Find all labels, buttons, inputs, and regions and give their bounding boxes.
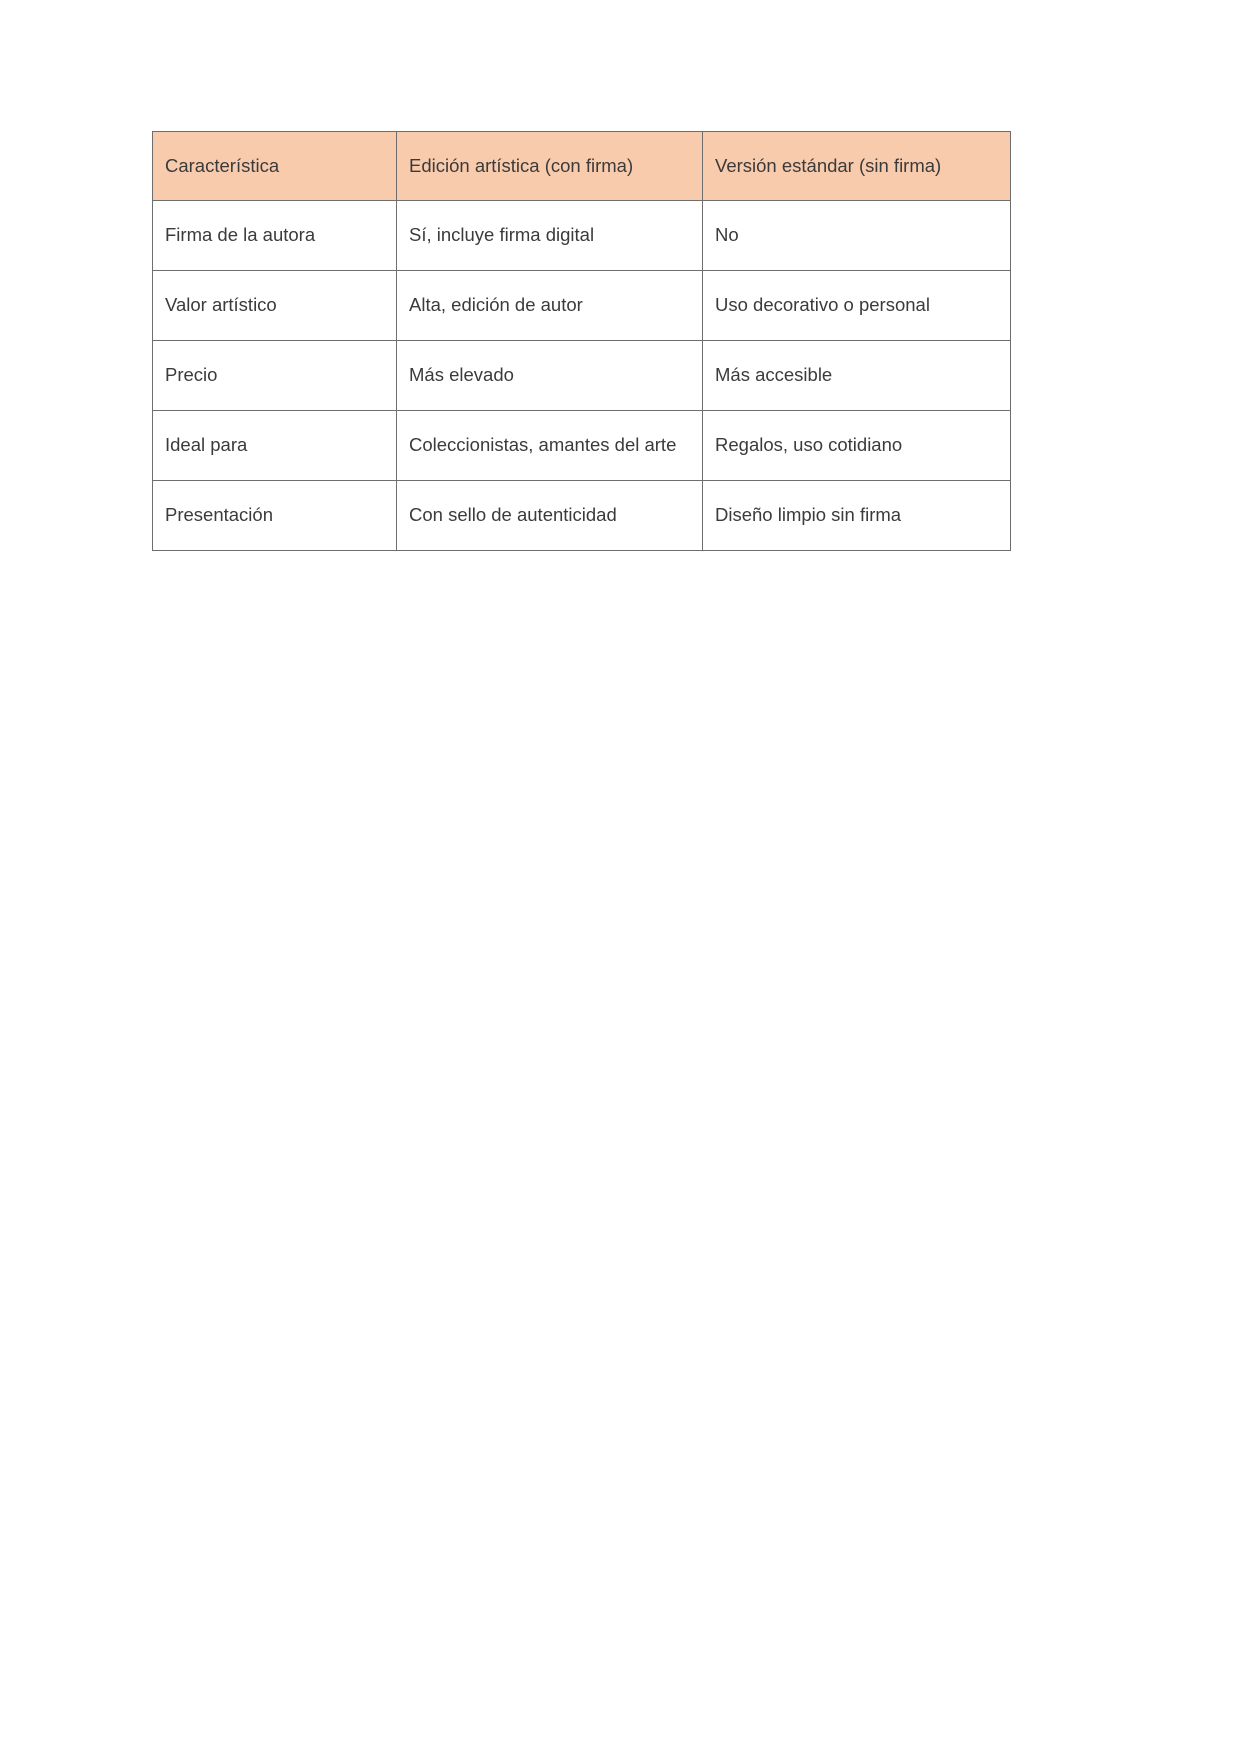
- table-header-cell: Versión estándar (sin firma): [703, 132, 1011, 201]
- table-cell: Diseño limpio sin firma: [703, 481, 1011, 551]
- table-row: [153, 411, 1011, 481]
- table-header-cell: Característica: [153, 132, 397, 201]
- table-cell: Ideal para: [153, 411, 397, 481]
- table-row: [153, 271, 1011, 341]
- table-row: [153, 341, 1011, 411]
- table-cell: Sí, incluye firma digital: [397, 201, 703, 271]
- table-cell: Uso decorativo o personal: [703, 271, 1011, 341]
- table-cell: Alta, edición de autor: [397, 271, 703, 341]
- table-row: [153, 201, 1011, 271]
- table-cell: Coleccionistas, amantes del arte: [397, 411, 703, 481]
- table-header-row: [153, 132, 1011, 201]
- table-cell: Precio: [153, 341, 397, 411]
- table-cell: Más accesible: [703, 341, 1011, 411]
- table-cell: Valor artístico: [153, 271, 397, 341]
- table-cell: No: [703, 201, 1011, 271]
- table-cell: Regalos, uso cotidiano: [703, 411, 1011, 481]
- table-cell: Más elevado: [397, 341, 703, 411]
- table-cell: Con sello de autenticidad: [397, 481, 703, 551]
- table-cell: Presentación: [153, 481, 397, 551]
- table-cell: Firma de la autora: [153, 201, 397, 271]
- comparison-table: [152, 131, 1011, 551]
- table-header-cell: Edición artística (con firma): [397, 132, 703, 201]
- table-row: [153, 481, 1011, 551]
